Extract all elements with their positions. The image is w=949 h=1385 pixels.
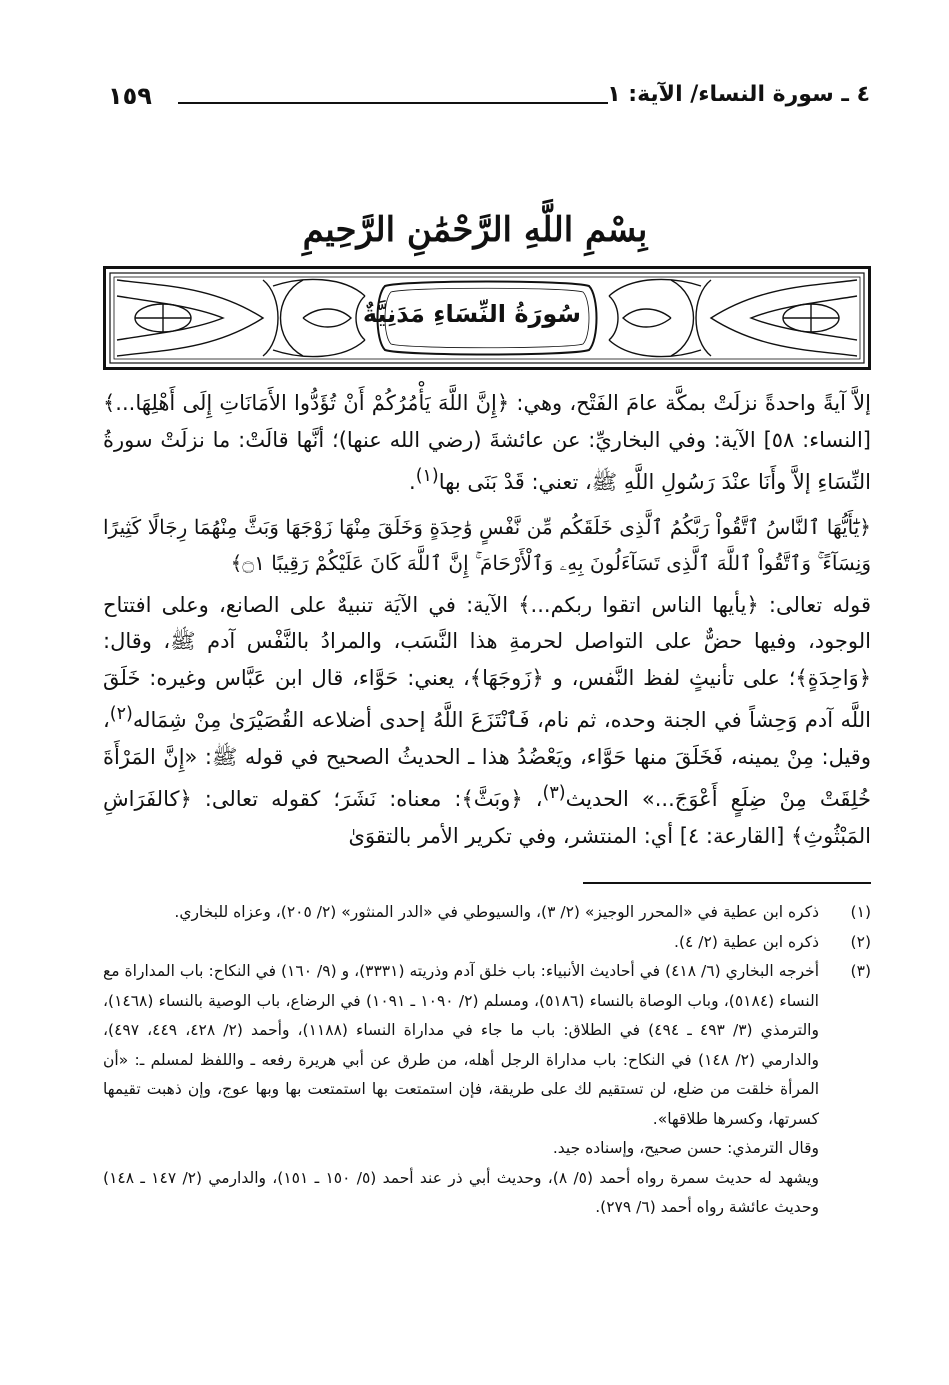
quran-verse: ﴿يَٰٓأَيُّهَا ٱلنَّاسُ ٱتَّقُواْ رَبَّكُمُ ٱلَّذِى خَلَقَكُم مِّن نَّفْسٍ وَٰحِدَةٍ وَخَلَقَ مِنْهَا زَوْجَهَا وَبَثَّ مِنْهُمَا رِجَالًا كَثِيرًا وَنِسَآءً ۚ وَٱتَّقُواْ ٱللَّهَ ٱلَّذِى تَسَآءَلُونَ بِهِۦ وَٱلْأَرْحَامَ ۚ إِنَّ ٱللَّهَ كَانَ عَلَيْكُمْ رَقِيبًا ۝١﴾ xyxy=(103,514,871,575)
intro-end: . xyxy=(409,470,416,494)
commentary-text: ، وقيل: مِنْ يمينه، فَخَلَقَ منها حَوَّاء، ويَعْضُدُ هذا ـ الحديثُ الصحيح في قوله ﷺ: «إِنَّ المَرْأَةَ خُلِقَتْ مِنْ ضِلَعٍ أَعْوَجَ...» الحديث xyxy=(103,708,871,811)
commentary-text: ، ﴿وبَثَّ﴾: معناه: نَشَرَ؛ كقوله تعالى: ﴿كالفَرَاشِ المَبْثُوثِ﴾ [القارعة: ٤] أي: المنتشر، وفي تكرير الأمر بالتقوَىٰ xyxy=(103,787,871,848)
footnote-number: (٣) xyxy=(850,962,871,980)
intro-paragraph xyxy=(103,385,871,501)
footnote-ref: (٣) xyxy=(542,783,566,803)
footnote-separator xyxy=(583,882,871,884)
footnote xyxy=(103,957,871,1134)
surah-title-frame xyxy=(103,266,871,370)
footnote-ref: (٢) xyxy=(109,704,133,724)
footnote-ref: (١) xyxy=(415,466,439,486)
running-header xyxy=(108,82,870,116)
main-text xyxy=(103,385,871,854)
header-title: ٤ ـ سورة النساء/ الآية: ١ xyxy=(607,82,870,107)
footnote-continuation: وقال الترمذي: حسن صحيح، وإسناده جيد. xyxy=(552,1139,819,1157)
page-number: ١٥٩ xyxy=(108,82,152,110)
footnote-text: ذكره ابن عطية في «المحرر الوجيز» (٢/ ٣)، والسيوطي في «الدر المنثور» (٢/ ٢٠٥)، وعزاه للبخاري. xyxy=(174,903,819,921)
header-rule xyxy=(178,102,608,104)
basmala-calligraphy: بِسْمِ اللَّهِ الرَّحْمَٰنِ الرَّحِيمِ xyxy=(302,210,648,250)
footnote-text: ذكره ابن عطية (٢/ ٤). xyxy=(674,932,819,951)
commentary-text: قوله تعالى: ﴿يأيها الناس اتقوا ربكم...﴾ الآية: في الآيَة تنبيهٌ على الصانع، وعلى افتتاح الوجود، وفيها حضٌّ على التواصل لحرمةِ هذا النَّسَب، والمرادُ بالنَّفْس آدم ﷺ، وقال: ﴿وَاحِدَةٍ﴾؛ على تأنيثٍ لفظ النَّفس، و ﴿زَوجَهَا﴾، يعني: حَوَّاء، قال ابن عَبَّاس وغيره: خَلَقَ اللَّه آدم وَحِشاً في الجنة وحده، ثم نام، فَٱنْتَزَعَ اللَّهُ إحدى أضلاعه القُصَيْرَىٰ مِنْ شِمَاله xyxy=(103,592,871,732)
footnote xyxy=(103,898,871,928)
surah-title: سُورَةُ النِّسَاءِ مَدَنِيَّةٌ xyxy=(362,300,581,328)
commentary-paragraph xyxy=(103,587,871,855)
footnote-continuation: ويشهد له حديث سمرة رواه أحمد (٥/ ٨)، وحديث أبي ذر عند أحمد (٥/ ١٥٠ ـ ١٥١)، والدارمي (٢/ ١٤٧ ـ ١٤٨) وحديث عائشة رواه أحمد (٦/ ٢٧٩). xyxy=(103,1168,819,1216)
footnote xyxy=(103,928,871,958)
footnotes xyxy=(103,898,871,1223)
footnote-number: (٢) xyxy=(850,932,871,951)
footnote-number: (١) xyxy=(850,903,871,921)
footnote-text: أخرجه البخاري (٦/ ٤١٨) في أحاديث الأنبياء: باب خلق آدم وذريته (٣٣٣١)، و (٩/ ١٦٠) في النكاح: باب المداراة مع النساء (٥١٨٤)، وباب الوصاة بالنساء (٥١٨٦)، ومسلم (٢/ ١٠٩٠ ـ ١٠٩١) في الرضاع، باب الوصية بالنساء (١٤٦٨)، والترمذي (٣/ ٤٩٣ ـ ٤٩٤) في الطلاق: باب ما جاء في مداراة النساء (١١٨٨)، وأحمد (٢/ ٤٢٨، ٤٤٩، ٤٩٧)، والدارمي (٢/ ١٤٨) في النكاح: باب مداراة الرجل أهله، من طرق عن أبي هريرة رفعه ـ واللفظ لمسلم ـ: «أن المرأة خلقت من ضلع، لن تستقيم لك على طريقة، فإن استمتعت بها استمتعت بها وبها عوج، وإن ذهبت تقيمها كسرتها، وكسرها طلاقها». xyxy=(103,962,820,1128)
intro-text: إلاَّ آيةً واحدةً نزلَتْ بمكَّة عامَ الفَتْح، وهي: ﴿إِنَّ اللَّهَ يَأْمُرُكُمْ أَنْ تُؤَدُّوا الأَمَانَاتِ إِلَى أَهْلِهَا...﴾ [النساء: ٥٨] الآية: وفي البخاريِّ: عن عائشةَ (رضي الله عنها)؛ أنَّها قالَتْ: ما نزلَتْ سورةُ النِّسَاءِ إلاَّ وأَنَا عنْدَ رَسُولِ اللَّهِ ﷺ، تعني: قَدْ بَنَى بها xyxy=(103,391,871,494)
